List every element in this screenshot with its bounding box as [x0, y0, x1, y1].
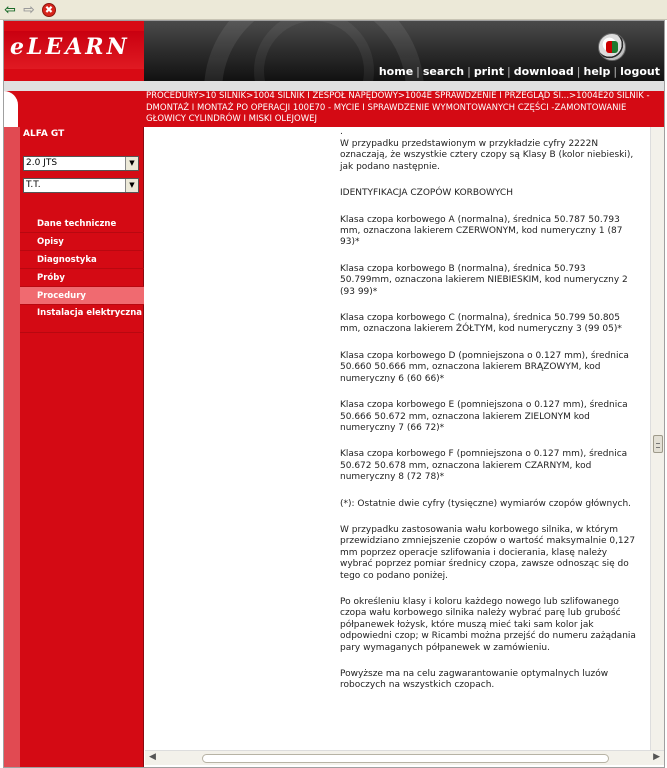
vertical-scrollbar[interactable]: [650, 127, 664, 750]
leading-dot: .: [340, 127, 343, 137]
paragraph: W przypadku przedstawionym w przykładzie cyfry 2222N oznaczają, że wszystkie cztery czopy są Klasy B (kolor niebieski), jak podano następnie.: [340, 139, 634, 172]
nav-logout-link[interactable]: logout: [620, 65, 660, 78]
trim-select-value: T.T.: [26, 180, 41, 190]
paragraph: Klasa czopa korbowego D (pomniejszona o 0.127 mm), średnica 50.660 50.666 mm, oznaczona lakierem BRĄZOWYM, kod numeryczny 6 (60 66)*: [340, 350, 629, 384]
scroll-left-arrow-icon[interactable]: ◀: [149, 752, 156, 762]
header-banner: [144, 21, 664, 81]
sidebar-item-instalacja-elektryczna[interactable]: Instalacja elektryczna: [20, 305, 144, 333]
banner-grille-decoration-inner: [254, 21, 374, 81]
paragraph: W przypadku zastosowania wału korbowego silnika, w którym przewidziano zmniejszenie czopów o wartość maksymalnie 0,127 mm poprzez operacje szlifowania i docierania, klasę należy wybrać poprzez pomiar średnicy czopa, zawsze odnosząc się do tego co podano poniżej.: [340, 524, 636, 581]
horizontal-scrollbar[interactable]: [145, 750, 664, 765]
stop-icon[interactable]: ✖: [42, 3, 56, 17]
sidebar-accent-strip: [4, 127, 20, 768]
paragraph: Klasa czopa korbowego E (pomniejszona o 0.127 mm), średnica 50.666 50.672 mm, oznaczona lakierem ZIELONYM kod numeryczny 7 (66 72)*: [340, 400, 628, 433]
engine-select-value: 2.0 JTS: [26, 158, 58, 168]
sidebar-item-opisy[interactable]: Opisy: [20, 233, 144, 251]
scrollbar-thumb[interactable]: [653, 435, 663, 453]
horizontal-scroll-thumb[interactable]: [202, 754, 609, 763]
badge-serpent-half: [612, 41, 618, 53]
nav-separator: |: [506, 65, 511, 78]
footnote: (*): Ostatnie dwie cyfry (tysięczne) wymiarów czopów głównych.: [340, 498, 632, 509]
paragraph: Po określeniu klasy i koloru każdego nowego lub szlifowanego czopa wału korbowego silnika należy wybrać parę lub grubość półpanewek łożysk, które muszą mieć taki sam kolor jak odpowiedni czop; w Ricambi można przejść do numeru zażądania pary wymaganych półpanewek w zamówieniu.: [340, 596, 636, 653]
content-pane: [145, 127, 650, 750]
nav-help-link[interactable]: help: [583, 65, 611, 78]
nav-separator: |: [613, 65, 618, 78]
alfa-romeo-badge-icon: [598, 33, 626, 61]
back-arrow-icon[interactable]: ⇦: [4, 2, 16, 18]
paragraph: Klasa czopa korbowego C (normalna), średnica 50.799 50.805 mm, oznaczona lakierem ŻÓŁTYM, kod numeryczny 3 (99 05)*: [340, 313, 622, 335]
engine-select[interactable]: [23, 156, 139, 171]
sidebar-item-procedury[interactable]: Procedury: [20, 287, 144, 305]
nav-separator: |: [416, 65, 420, 78]
scroll-right-arrow-icon[interactable]: ▶: [653, 752, 660, 762]
browser-toolbar: [0, 0, 667, 20]
sidebar: [4, 127, 144, 768]
chevron-down-icon[interactable]: ▼: [125, 179, 138, 192]
paragraph: Klasa czopa korbowego F (pomniejszona o 0.127 mm), średnica 50.672 50.678 mm, oznaczona lakierem CZARNYM, kod numeryczny 8 (72 78)*: [340, 449, 628, 483]
logo-area: [4, 21, 144, 81]
sidebar-item-proby[interactable]: Próby: [20, 269, 144, 287]
header-divider-strip: [4, 81, 664, 91]
nav-print-link[interactable]: print: [473, 65, 504, 78]
elearn-logo: eLEARN: [10, 34, 130, 60]
paragraph: Powyższe ma na celu zagwarantowanie optymalnych luzów roboczych na wszystkich czopach.: [340, 669, 609, 691]
header: [4, 21, 664, 81]
chevron-down-icon[interactable]: ▼: [125, 157, 138, 170]
trim-select[interactable]: [23, 178, 139, 193]
paragraph: Klasa czopa korbowego A (normalna), średnica 50.787 50.793 mm, oznaczona lakierem CZERWONYM, kod numeryczny 1 (87 93)*: [340, 214, 623, 248]
model-title: ALFA GT: [23, 129, 65, 139]
sidebar-menu: [20, 215, 144, 333]
page-frame: [3, 20, 665, 768]
paragraph: Klasa czopa korbowego B (normalna), średnica 50.793 50.799mm, oznaczona lakierem NIEBIESKIM, kod numeryczny 2 (93 99)*: [340, 263, 628, 297]
nav-home-link[interactable]: home: [378, 65, 414, 78]
nav-separator: |: [576, 65, 581, 78]
nav-search-link[interactable]: search: [422, 65, 465, 78]
content-text: [340, 127, 640, 707]
breadcrumb[interactable]: PROCEDURY>10 SILNIK>1004 SILNIK I ZESPÓŁ NAPĘDOWY>1004E SPRAWDZENIE I PRZEGLĄD SI...>1004E20 SILNIK - DMONTAŻ I MONTAŻ PO OPERACJI 100E70 - MYCIE I SPRAWDZENIE WYMONTOWANYCH CZĘŚCI -ZAMONTOWANIE GŁOWICY CYLINDRÓW I MISKI OLEJOWEJ: [144, 91, 664, 127]
nav-separator: |: [467, 65, 471, 78]
nav-download-link[interactable]: download: [513, 65, 574, 78]
sidebar-item-dane-techniczne[interactable]: Dane techniczne: [20, 215, 144, 233]
panel-corner: [4, 91, 18, 127]
forward-arrow-icon[interactable]: ⇨: [23, 2, 35, 18]
breadcrumb-left-panel: [4, 91, 144, 127]
breadcrumb-row: [4, 91, 664, 127]
section-heading: IDENTYFIKACJA CZOPÓW KORBOWYCH: [340, 188, 513, 199]
sidebar-item-diagnostyka[interactable]: Diagnostyka: [20, 251, 144, 269]
top-nav: [379, 65, 660, 78]
